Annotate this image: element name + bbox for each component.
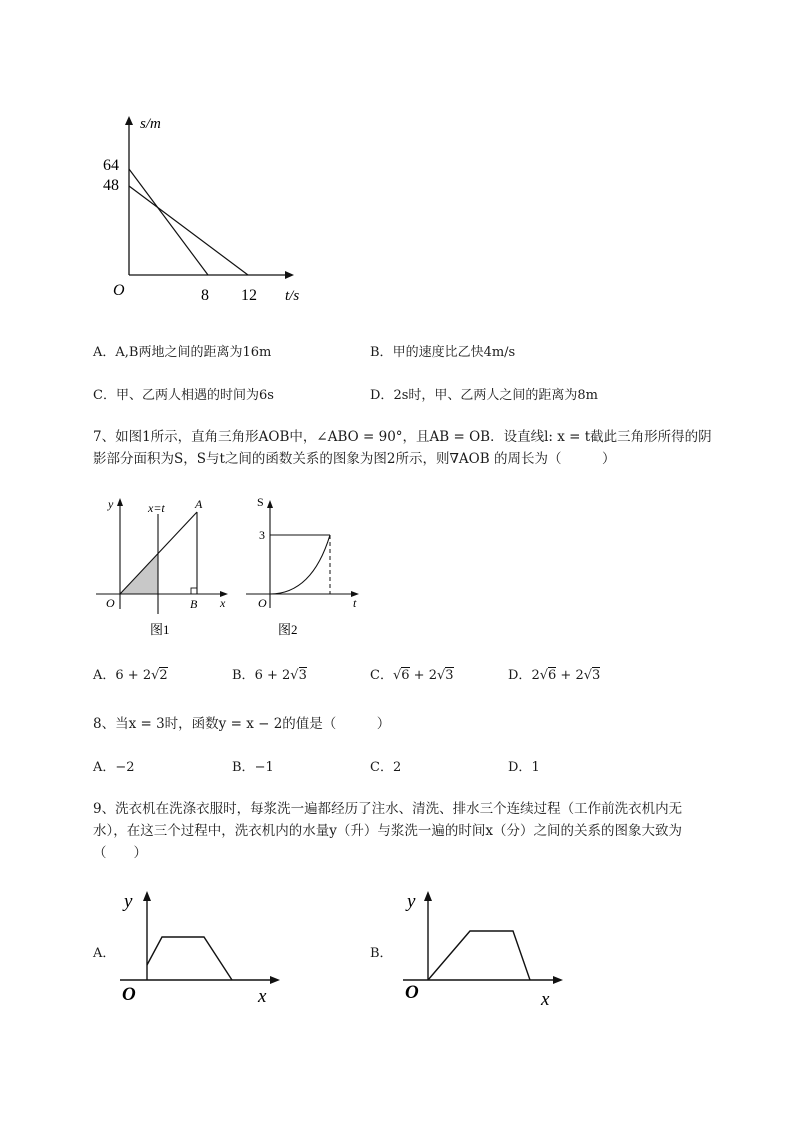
option-letter: A． bbox=[93, 668, 116, 683]
q8-option-b[interactable] bbox=[232, 758, 274, 778]
fig2-tick-3: 3 bbox=[259, 528, 265, 542]
option-text: 甲、乙两人相遇的时间为6s bbox=[115, 388, 274, 403]
q8-option-a[interactable] bbox=[93, 758, 135, 778]
sqrt-icon: √ bbox=[151, 668, 160, 683]
option-letter: B． bbox=[232, 760, 255, 775]
sqrt-icon: √ bbox=[392, 668, 402, 683]
y-axis-label: s/m bbox=[140, 116, 161, 132]
y-axis-arrow-icon bbox=[143, 891, 151, 901]
option-letter: C． bbox=[370, 760, 393, 775]
q9-option-a-graph[interactable] bbox=[112, 885, 287, 1010]
q6-option-d[interactable] bbox=[370, 386, 598, 406]
fig1-y-label: y bbox=[108, 497, 114, 511]
fig1-line-label: x=t bbox=[148, 501, 165, 515]
option-text: 2s时，甲、乙两人之间的距离为8m bbox=[393, 388, 598, 403]
q9-stem-line3: （ ） bbox=[93, 845, 147, 861]
q8-option-d[interactable] bbox=[508, 758, 540, 778]
option-letter: A． bbox=[93, 760, 116, 775]
q9-stem-line1: 9、洗衣机在洗涤衣服时，每浆洗一遍都经历了注水、清洗、排水三个连续过程（工作前洗衣机内无 bbox=[93, 801, 683, 817]
q8-stem: 8、当x = 3时，函数y = x − 2的值是（ ） bbox=[93, 716, 391, 732]
parabola-curve bbox=[270, 535, 330, 594]
fig1-point-a: A bbox=[195, 497, 203, 511]
option-prefix: 6 + 2 bbox=[115, 668, 152, 683]
option-letter: B． bbox=[232, 668, 255, 683]
option-text: 2 bbox=[392, 760, 402, 775]
q7-figure-2 bbox=[240, 490, 370, 640]
distance-time-graph bbox=[95, 110, 325, 310]
x-tick-12: 12 bbox=[241, 287, 257, 304]
option-pre: 2 bbox=[531, 668, 540, 683]
graph-origin: O bbox=[405, 982, 419, 1003]
sqrt-icon: √ bbox=[436, 668, 446, 683]
line-from-64 bbox=[129, 169, 208, 275]
option-letter: A． bbox=[93, 345, 116, 360]
x-axis-arrow-icon bbox=[553, 976, 563, 984]
q6-option-b[interactable] bbox=[370, 343, 515, 363]
sqrt-icon: √ bbox=[539, 668, 549, 683]
q9-option-b[interactable] bbox=[370, 944, 393, 964]
q6-option-a[interactable] bbox=[93, 343, 271, 363]
radicand: 3 bbox=[592, 668, 601, 683]
fig2-t-label: t bbox=[353, 596, 357, 610]
option-mid: + 2 bbox=[409, 668, 437, 683]
option-letter: C． bbox=[370, 668, 393, 683]
fig1-x-label: x bbox=[220, 596, 226, 610]
right-angle-mark bbox=[191, 588, 197, 594]
line-from-48 bbox=[129, 186, 248, 275]
q6-option-c[interactable] bbox=[93, 386, 274, 406]
water-level-curve bbox=[147, 937, 232, 980]
radicand: 3 bbox=[445, 668, 454, 683]
q9-option-b-graph[interactable] bbox=[395, 885, 570, 1010]
sqrt-icon: √ bbox=[583, 668, 593, 683]
fig1-origin: O bbox=[106, 596, 115, 610]
option-letter: C． bbox=[93, 388, 116, 403]
fig1-caption: 图1 bbox=[150, 622, 170, 637]
q9-stem bbox=[93, 798, 753, 864]
y-axis-arrow-icon bbox=[267, 500, 273, 508]
sqrt-icon: √ bbox=[290, 668, 299, 683]
q9-stem-line2: 水），在这三个过程中，洗衣机内的水量y（升）与浆洗一遍的时间x（分）之间的关系的图象大致为 bbox=[93, 823, 682, 839]
x-tick-8: 8 bbox=[201, 287, 209, 304]
option-letter: B． bbox=[370, 946, 393, 961]
graph-y-label: y bbox=[124, 891, 133, 912]
option-prefix: 6 + 2 bbox=[254, 668, 291, 683]
radicand: 6 bbox=[548, 668, 557, 683]
radicand: 6 bbox=[401, 668, 410, 683]
option-letter: B． bbox=[370, 345, 393, 360]
option-text: −2 bbox=[115, 760, 135, 775]
graph-x-label: x bbox=[258, 986, 267, 1007]
y-tick-64: 64 bbox=[103, 157, 119, 174]
y-tick-48: 48 bbox=[103, 177, 119, 194]
q7-option-d[interactable] bbox=[508, 666, 600, 686]
y-axis-arrow-icon bbox=[125, 116, 133, 125]
fig2-caption: 图2 bbox=[278, 622, 298, 637]
y-axis-arrow-icon bbox=[424, 891, 432, 901]
x-axis-label: t/s bbox=[285, 288, 300, 304]
q8-option-c[interactable] bbox=[370, 758, 401, 778]
q7-option-c[interactable] bbox=[370, 666, 454, 686]
graph-x-label: x bbox=[541, 989, 550, 1010]
fig2-origin: O bbox=[258, 596, 267, 610]
fig2-s-label: S bbox=[257, 495, 264, 509]
q7-figure-1 bbox=[90, 494, 240, 640]
option-letter: D． bbox=[508, 668, 532, 683]
q7-option-a[interactable] bbox=[93, 666, 168, 686]
origin-label: O bbox=[113, 282, 125, 299]
graph-y-label: y bbox=[407, 891, 416, 912]
water-level-curve bbox=[428, 931, 530, 980]
graph-origin: O bbox=[122, 984, 136, 1005]
option-text: A,B两地之间的距离为16m bbox=[115, 345, 272, 360]
q7-stem-line1: 7、如图1所示，直角三角形AOB中，∠ABO = 90°，且AB = OB．设直线l: x = t截此三角形所得的阴 bbox=[93, 429, 712, 445]
option-letter: D． bbox=[370, 388, 394, 403]
radicand: 3 bbox=[298, 668, 307, 683]
q7-stem-line2: 影部分面积为S，S与t之间的函数关系的图象为图2所示，则∇AOB 的周长为（ ） bbox=[93, 451, 616, 467]
option-text: 甲的速度比乙快4m/s bbox=[392, 345, 516, 360]
q7-stem bbox=[93, 426, 753, 470]
y-axis-arrow-icon bbox=[117, 498, 123, 506]
x-axis-arrow-icon bbox=[270, 976, 280, 984]
option-mid: + 2 bbox=[556, 668, 584, 683]
q7-option-b[interactable] bbox=[232, 666, 307, 686]
option-letter: A． bbox=[93, 946, 116, 961]
option-text: −1 bbox=[254, 760, 274, 775]
radicand: 2 bbox=[159, 668, 168, 683]
x-axis-arrow-icon bbox=[285, 271, 294, 279]
fig1-point-b: B bbox=[190, 597, 198, 611]
option-text: 1 bbox=[531, 760, 540, 775]
option-letter: D． bbox=[508, 760, 532, 775]
